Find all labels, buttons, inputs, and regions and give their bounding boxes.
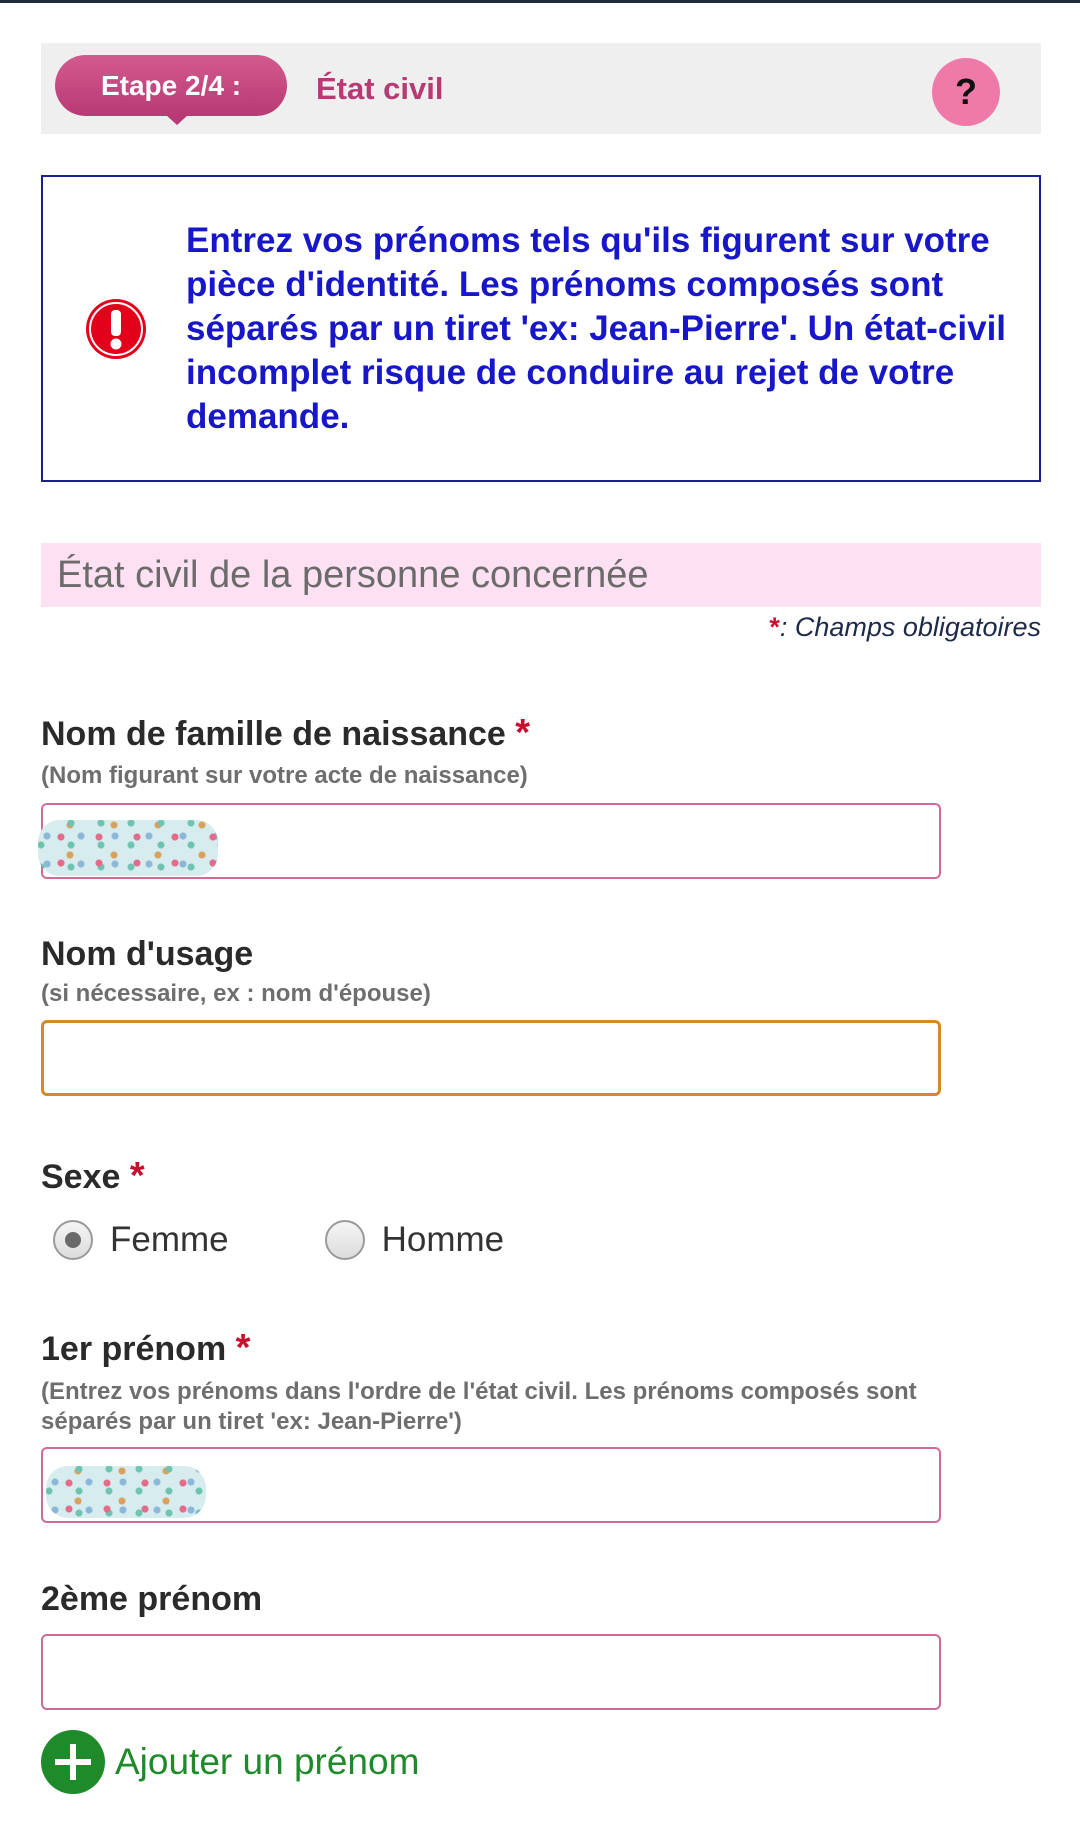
usage-name-label-text: Nom d'usage [41,935,254,973]
birth-name-label-text: Nom de famille de naissance [41,715,506,753]
first-name-hint: (Entrez vos prénoms dans l'ordre de l'état civil. Les prénoms composés sont séparés par un tiret 'ex: Jean-Pierre') [41,1378,917,1435]
exclamation-icon [85,298,147,360]
second-name-field[interactable] [41,1634,941,1710]
required-star: * [769,612,780,642]
radio-femme-label[interactable]: Femme [110,1220,229,1259]
required-star: * [235,1327,251,1369]
second-name-label [41,1580,262,1619]
redacted-value [38,820,218,876]
usage-name-hint: (si nécessaire, ex : nom d'épouse) [41,980,431,1007]
question-mark-icon: ? [955,71,977,112]
info-alert [41,175,1041,482]
plus-circle-icon[interactable] [41,1730,105,1794]
step-header [41,43,1041,134]
usage-name-label [41,935,253,974]
alert-message: Entrez vos prénoms tels qu'ils figurent sur votre pièce d'identité. Les prénoms composés sont séparés par un tiret 'ex: Jean-Pierre'. Un état-civil incomplet risque de conduire au rejet de votre demande. [186,221,1007,436]
step-title: État civil [316,71,444,106]
radio-homme-button[interactable] [325,1220,365,1260]
add-first-name-label[interactable]: Ajouter un prénom [115,1741,420,1782]
required-fields-note [769,612,1041,643]
required-note-text: : Champs obligatoires [779,612,1041,642]
top-border [0,0,1080,3]
usage-name-input[interactable] [44,1023,938,1093]
sex-label [41,1155,145,1198]
first-name-label [41,1327,250,1370]
help-button[interactable] [932,58,1000,126]
redacted-value [46,1466,206,1518]
radio-homme-label[interactable]: Homme [381,1220,505,1259]
usage-name-field[interactable] [41,1020,941,1096]
radio-homme[interactable] [325,1220,505,1260]
sex-radio-group [53,1215,600,1265]
second-name-label-text: 2ème prénom [41,1580,263,1618]
required-star: * [129,1155,145,1197]
section-title: État civil de la personne concernée [41,543,1041,607]
sex-label-text: Sexe [41,1158,121,1196]
second-name-input[interactable] [43,1636,939,1708]
birth-name-label [41,712,530,755]
first-name-label-text: 1er prénom [41,1330,227,1368]
step-badge [55,55,287,116]
radio-femme-button[interactable] [53,1220,93,1260]
required-star: * [515,712,531,754]
add-first-name-button[interactable] [41,1730,419,1794]
step-badge-label: Etape 2/4 : [100,69,242,101]
radio-femme[interactable] [53,1220,229,1260]
birth-name-hint: (Nom figurant sur votre acte de naissance) [41,762,528,789]
